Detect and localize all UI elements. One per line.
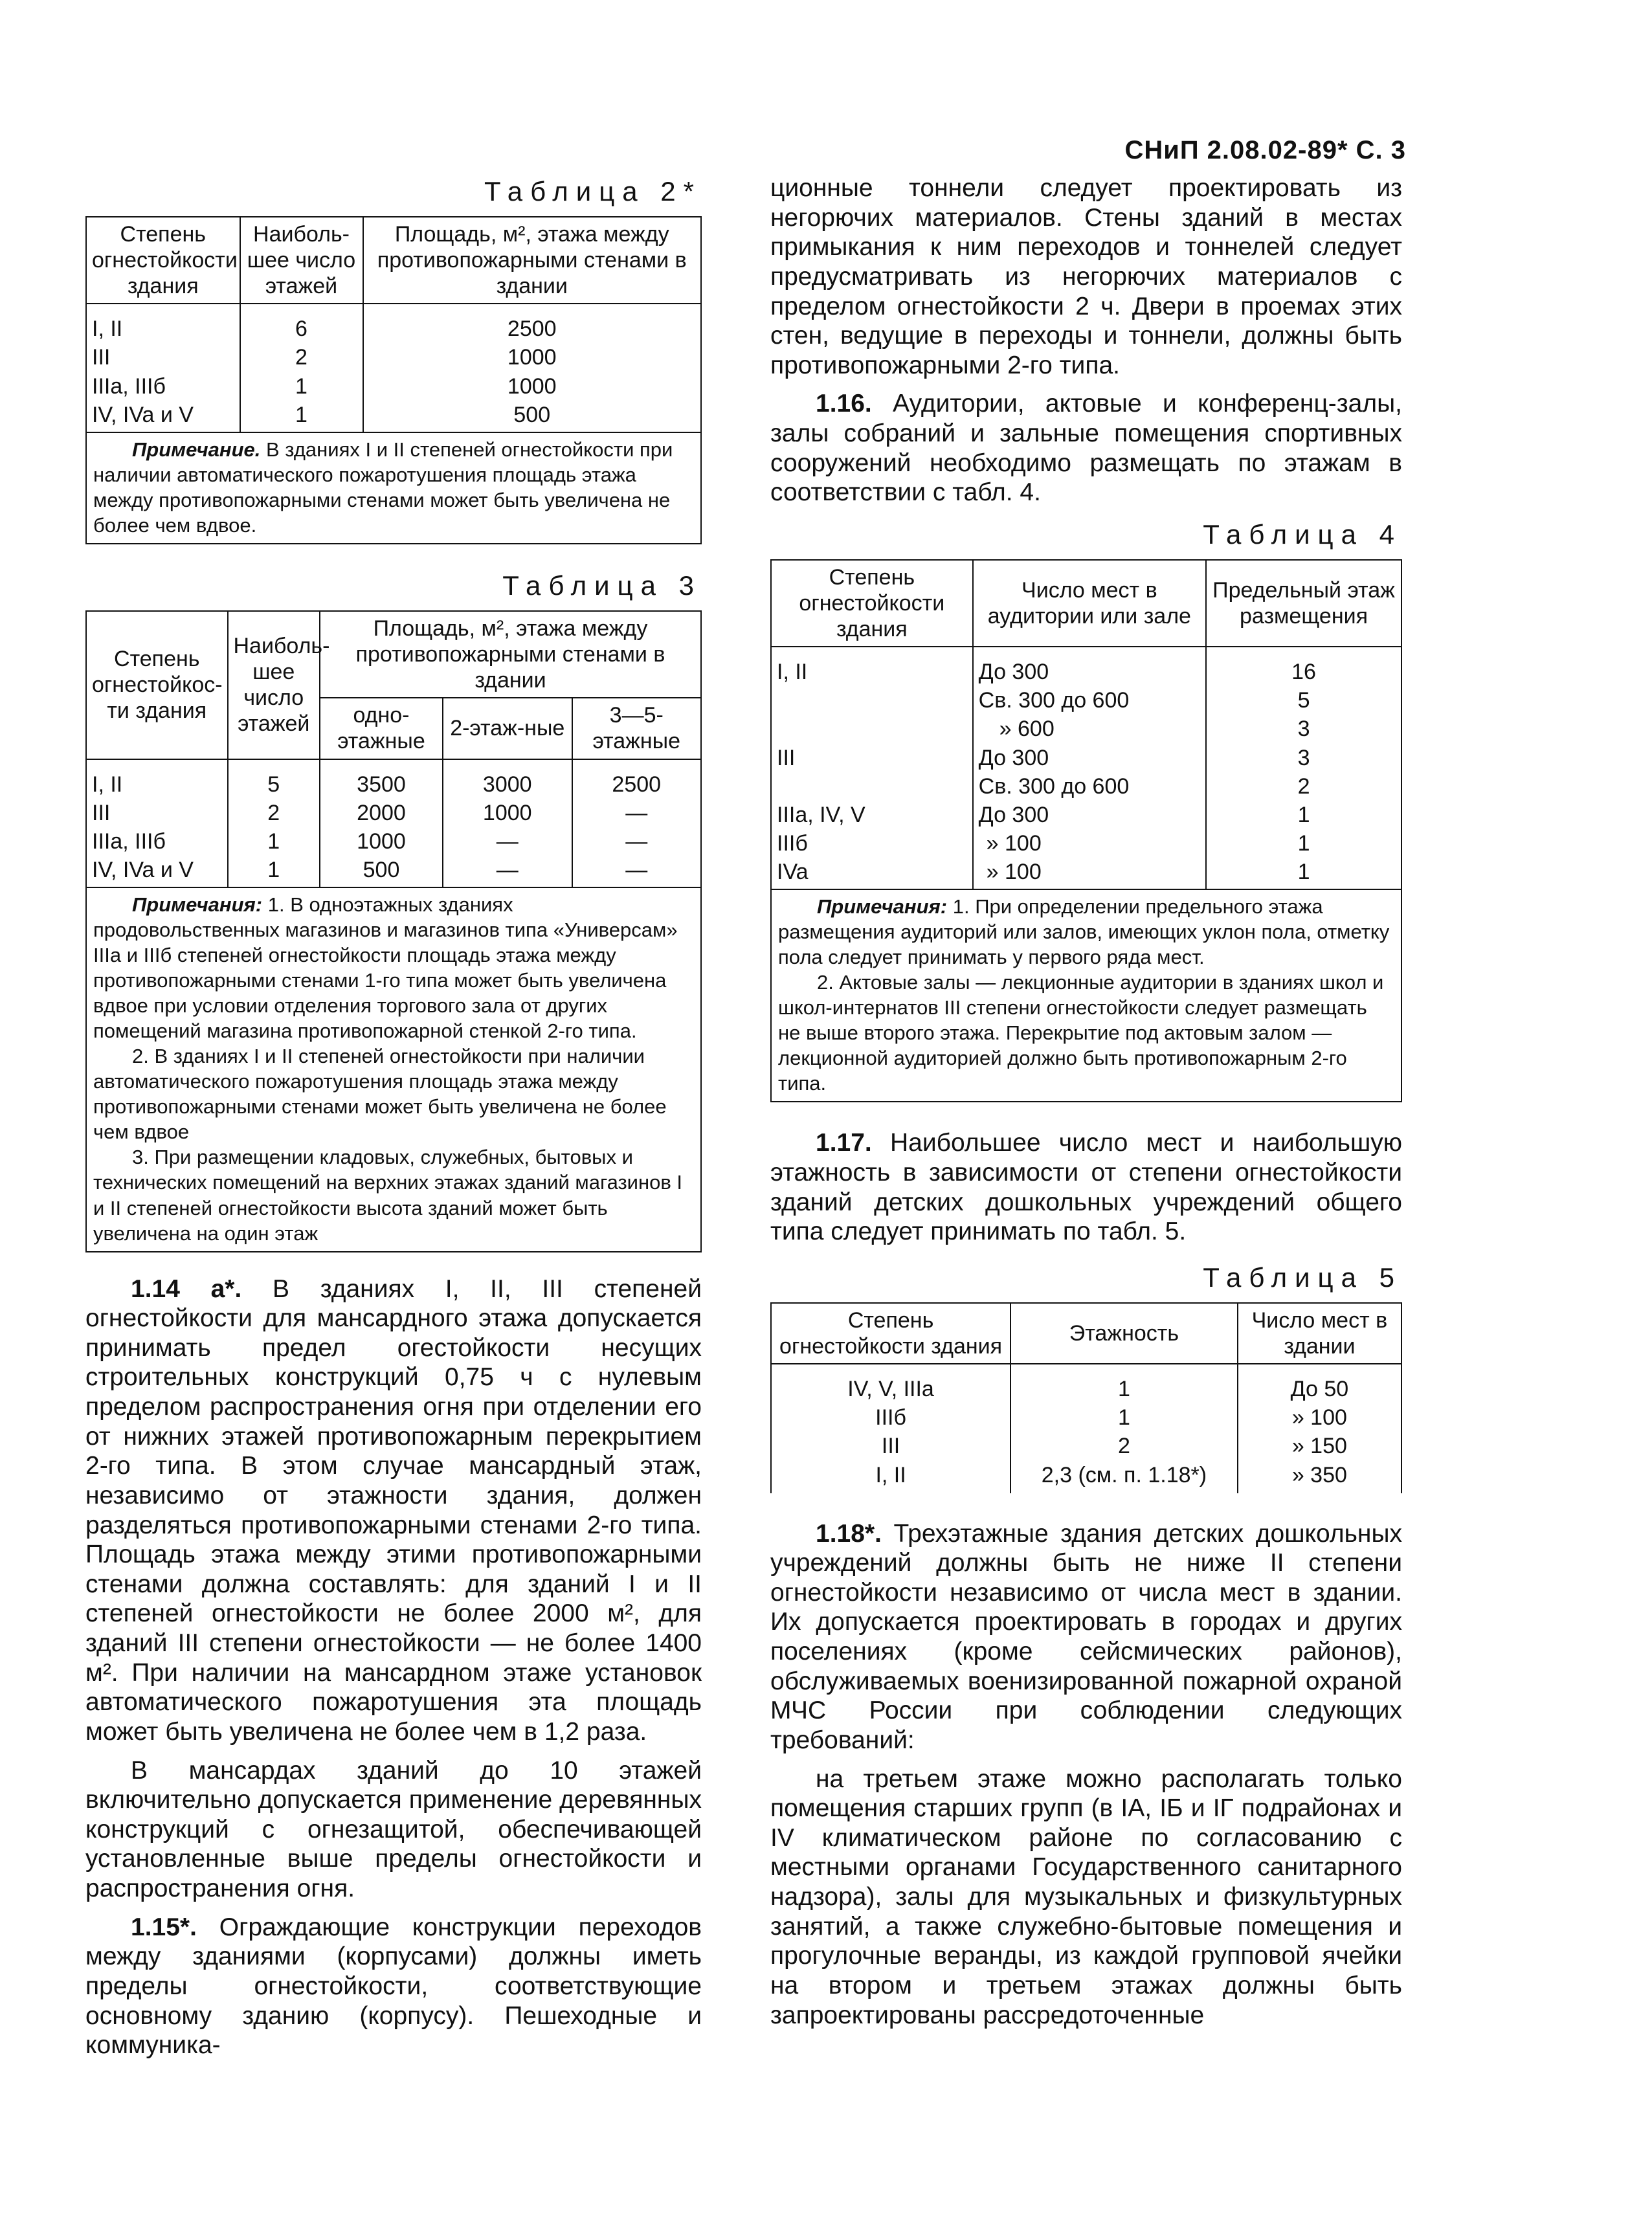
table-3-subheader: 3—5-этажные [572, 698, 702, 759]
table-cell: — [443, 827, 572, 856]
table-5-header: Степень огнестойкости здания [771, 1303, 1010, 1364]
table-cell: 3 [1206, 744, 1401, 772]
note-label: Примечания: [132, 893, 263, 916]
table-4-header: Предельный этаж размещения [1206, 560, 1401, 647]
table-3-subheader: 2-этаж-ные [443, 698, 572, 759]
table-cell: » 150 [1238, 1432, 1401, 1460]
table-4-header: Число мест в аудитории или зале [973, 560, 1206, 647]
table-row [771, 801, 1401, 829]
table-cell: IIIa, IIIб [86, 372, 240, 401]
table-cell: » 600 [973, 715, 1206, 743]
table-cell: До 50 [1238, 1364, 1401, 1403]
table-cell: III [771, 744, 973, 772]
table-row [86, 759, 701, 799]
table-cell: 2 [240, 343, 363, 372]
table-cell: 2,3 (см. п. 1.18*) [1010, 1461, 1238, 1493]
table-4 [770, 559, 1402, 890]
table-cell: 1 [240, 372, 363, 401]
table-cell: До 300 [973, 801, 1206, 829]
table-row [86, 372, 701, 401]
table-cell: 1000 [363, 372, 702, 401]
table-2-header: Степень огнестойкости здания [86, 217, 240, 304]
clause-text: Ограждающие конструкции переходов между зданиями (корпусами) должны иметь пределы огнестойкости, соответствующие основному зданию (корпусу). Пешеходные и коммуника- [85, 1913, 702, 2060]
table-cell: I, II [771, 647, 973, 686]
table-2-caption: Таблица 2* [484, 176, 702, 206]
table-row [771, 686, 1401, 715]
note-text: 3. При размещении кладовых, служебных, бытовых и технических помещений на верхних этажах зданий магазинов I и II степеней огнестойкости высота зданий может быть увеличена на один этаж [93, 1146, 683, 1245]
clause-text: В зданиях I, II, III степеней огнестойкости для мансардного этажа допускается принимать предел огестойкости несущих строительных конструкций 0,75 ч с нулевым пределом распространения огня при отделении его от нижних этажей противопожарным перекрытием 2-го типа. В этом случае мансардный этаж, независимо от этажности здания, должен разделяться противопожарными стенами 2-го типа. Площадь этажа между этими противопожарными стенами должна составлять: для зданий I и II степеней огнестойкости не более 2000 м², для зданий III степени огнестойкости — не более 1400 м². При наличии на мансардном этаже установок автоматического пожаротушения эта площадь может быть увеличена не более чем в 1,2 раза. [85, 1274, 702, 1746]
table-2-note [85, 432, 702, 544]
note-text: В зданиях I и II степеней огнестойкости при наличии автоматического пожаротушения площадь этажа между противопожарными стенами может быть увеличена не более чем вдвое. [93, 438, 673, 537]
table-row [771, 1403, 1401, 1432]
table-row [86, 856, 701, 888]
table-row [771, 772, 1401, 801]
table-3-subheader: одно-этажные [320, 698, 443, 759]
table-cell: » 100 [1238, 1403, 1401, 1432]
table-cell: 500 [320, 856, 443, 888]
table-cell: 16 [1206, 647, 1401, 686]
table-cell: 1 [1010, 1403, 1238, 1432]
clause-text: Трехэтажные здания детских дошкольных учреждений должны быть не ниже II степени огнестойкости независимо от числа мест в здании. Их допускается проектировать в городах и других поселениях (кроме сейсмических районов), обслуживаемых военизированной пожарной охраной МЧС России при соблюдении следующих требований: [770, 1519, 1402, 1754]
table-cell: — [443, 856, 572, 888]
table-cell: » 100 [973, 829, 1206, 858]
table-cell: III [86, 343, 240, 372]
table-cell: 500 [363, 401, 702, 433]
table-cell: — [572, 827, 702, 856]
table-3-header: Степень огнестойкос-ти здания [86, 611, 228, 759]
clause-number: 1.15*. [131, 1913, 197, 1941]
table-cell: 2500 [572, 759, 702, 799]
table-cell: IVa [771, 858, 973, 890]
table-row [86, 401, 701, 433]
table-cell: 2 [228, 799, 320, 827]
table-cell: Св. 300 до 600 [973, 772, 1206, 801]
clause-text: Аудитории, актовые и конференц-залы, залы собраний и зальные помещения спортивных сооружений необходимо размещать по этажам в соответствии с табл. 4. [770, 390, 1402, 507]
table-3-header: Площадь, м², этажа между противопожарными стенами в здании [320, 611, 701, 698]
table-cell [771, 772, 973, 801]
table-cell: » 350 [1238, 1461, 1401, 1493]
table-cell: I, II [771, 1461, 1010, 1493]
table-5-header: Число мест в здании [1238, 1303, 1401, 1364]
table-row [86, 799, 701, 827]
clause-number: 1.18*. [816, 1519, 882, 1548]
table-cell: III [771, 1432, 1010, 1460]
note-label: Примечание. [132, 438, 261, 461]
table-3 [85, 610, 702, 888]
table-cell [771, 715, 973, 743]
section-1-15-cont [770, 173, 1402, 507]
table-row [86, 343, 701, 372]
table-row [771, 1461, 1401, 1493]
table-3-caption: Таблица 3 [502, 570, 702, 601]
table-cell: 1 [240, 401, 363, 433]
table-cell: 1 [1206, 801, 1401, 829]
table-row [771, 829, 1401, 858]
table-2-header: Площадь, м², этажа между противопожарными стенами в здании [363, 217, 702, 304]
note-text: 2. В зданиях I и II степеней огнестойкости при наличии автоматического пожаротушения площадь этажа между противопожарными стенами может быть увеличена не более чем вдвое [93, 1045, 667, 1144]
table-cell: 1000 [320, 827, 443, 856]
table-row [86, 304, 701, 343]
table-3-header: Наиболь-шее число этажей [228, 611, 320, 759]
table-cell: III [86, 799, 228, 827]
clause-text: В мансардах зданий до 10 этажей включительно допускается применение деревянных конструкций с огнезащитой, обеспечивающей установленные выше пределы огнестойкости и распространения огня. [85, 1756, 702, 1903]
table-4-notes [770, 889, 1402, 1102]
table-cell: 2500 [363, 304, 702, 343]
table-cell: IIIa, IV, V [771, 801, 973, 829]
note-label: Примечания: [817, 895, 948, 918]
table-cell: — [572, 856, 702, 888]
table-cell: I, II [86, 304, 240, 343]
table-3-notes [85, 887, 702, 1252]
table-cell: — [572, 799, 702, 827]
table-cell: » 100 [973, 858, 1206, 890]
table-2-header: Наиболь-шее число этажей [240, 217, 363, 304]
running-head: СНиП 2.08.02-89* С. 3 [1124, 136, 1406, 164]
table-row [771, 1364, 1401, 1403]
table-row [86, 827, 701, 856]
table-cell: 5 [228, 759, 320, 799]
table-cell: 3000 [443, 759, 572, 799]
table-row [771, 715, 1401, 743]
table-cell: 1 [1206, 858, 1401, 890]
table-cell: IV, IVa и V [86, 401, 240, 433]
section-1-18 [770, 1519, 1402, 2031]
clause-text: на третьем этаже можно располагать только помещения старших групп (в IA, IБ и IГ подрайонах и IV климатическом районе по согласованию с местными органами Государственного санитарного надзора), залы для музыкальных и физкультурных занятий, а также служебно-бытовые помещения и прогулочные веранды, из каждой групповой ячейки на втором и третьем этажах должны быть запроектированы рассредоточенные [770, 1764, 1402, 2029]
table-cell: 1 [228, 827, 320, 856]
clause-number: 1.17. [816, 1129, 872, 1157]
clause-text: Наибольшее число мест и наибольшую этажность в зависимости от степени огнестойкости зданий детских дошкольных учреждений общего типа следует принимать по табл. 5. [770, 1129, 1402, 1246]
clause-number: 1.16. [816, 390, 872, 418]
table-cell: IIIa, IIIб [86, 827, 228, 856]
table-cell: 1000 [443, 799, 572, 827]
table-cell: До 300 [973, 647, 1206, 686]
table-5-caption: Таблица 5 [1203, 1262, 1402, 1293]
note-text: 2. Актовые залы — лекционные аудитории в зданиях школ и школ-интернатов III степени огнестойкости следует размещать не выше второго этажа. Перекрытие под актовым залом — лекционной аудиторией должно быть противопожарным 2-го типа. [778, 971, 1384, 1095]
section-1-17 [770, 1128, 1402, 1247]
table-cell: 1 [1010, 1364, 1238, 1403]
table-2 [85, 216, 702, 433]
table-row [771, 744, 1401, 772]
table-5 [770, 1302, 1402, 1493]
table-cell: Св. 300 до 600 [973, 686, 1206, 715]
clause-number: 1.14 а*. [131, 1274, 242, 1303]
table-cell [771, 686, 973, 715]
table-cell: 5 [1206, 686, 1401, 715]
table-cell: IIIб [771, 829, 973, 858]
table-cell: IV, IVa и V [86, 856, 228, 888]
right-column [770, 173, 1402, 2039]
table-row [771, 1432, 1401, 1460]
table-cell: 2000 [320, 799, 443, 827]
table-cell: 2 [1010, 1432, 1238, 1460]
left-column [85, 173, 702, 2069]
table-cell: IV, V, IIIa [771, 1364, 1010, 1403]
table-row [771, 858, 1401, 890]
table-cell: До 300 [973, 744, 1206, 772]
table-4-header: Степень огнестойкости здания [771, 560, 973, 647]
table-cell: IIIб [771, 1403, 1010, 1432]
table-cell: 3500 [320, 759, 443, 799]
table-cell: 1 [1206, 829, 1401, 858]
table-cell: 6 [240, 304, 363, 343]
section-1-14 [85, 1274, 702, 2060]
table-cell: 2 [1206, 772, 1401, 801]
table-5-header: Этажность [1010, 1303, 1238, 1364]
clause-text: ционные тоннели следует проектировать из негорючих материалов. Стены зданий в местах примыкания к ним переходов и тоннелей следует предусматривать из негорючих материалов с пределом огнестойкости 2 ч. Двери в проемах этих стен, ведущие в переходы и тоннели, должны быть противопожарными 2-го типа. [770, 174, 1402, 379]
table-row [771, 647, 1401, 686]
table-cell: 1000 [363, 343, 702, 372]
note-text: 1. При определении предельного этажа размещения аудиторий или залов, имеющих уклон пола, отметку пола следует принимать у первого ряда мест. [778, 895, 1390, 969]
table-4-caption: Таблица 4 [1203, 518, 1402, 550]
table-cell: 3 [1206, 715, 1401, 743]
table-cell: 1 [228, 856, 320, 888]
note-text: 1. В одноэтажных зданиях продовольственных магазинов и магазинов типа «Универсам» IIIa и IIIб степеней огнестойкости площадь этажа между противопожарными стенами 1-го типа может быть увеличена вдвое при условии отделения торгового зала от других помещений магазина противопожарной стенкой 2-го типа. [93, 893, 678, 1043]
table-cell: I, II [86, 759, 228, 799]
